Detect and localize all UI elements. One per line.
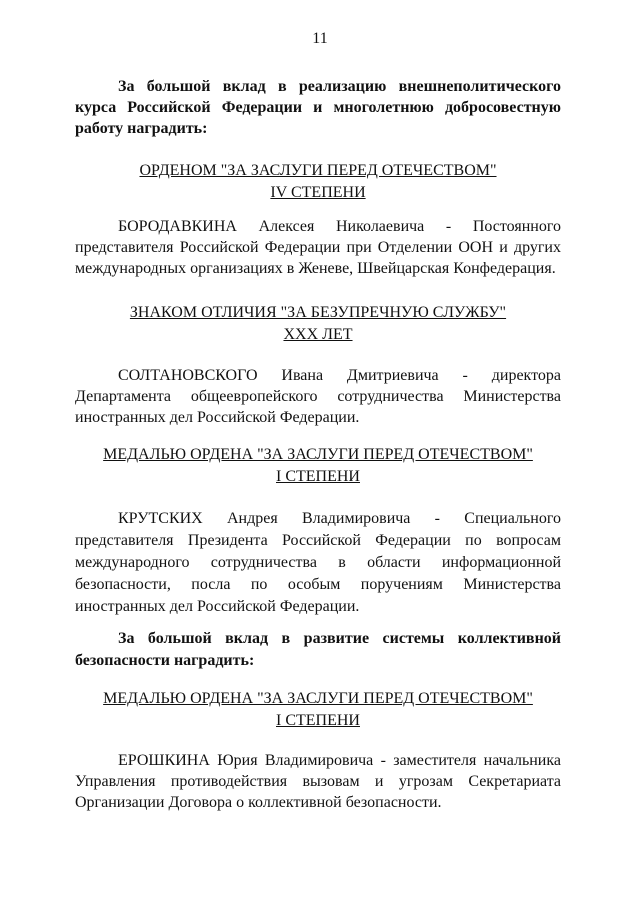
award-degree-line: XXX ЛЕТ — [283, 326, 353, 343]
award-title-badge-service-30 — [75, 302, 561, 346]
award-title-line: МЕДАЛЬЮ ОРДЕНА "ЗА ЗАСЛУГИ ПЕРЕД ОТЕЧЕСТВОМ" — [103, 446, 533, 463]
award-title-line: МЕДАЛЬЮ ОРДЕНА "ЗА ЗАСЛУГИ ПЕРЕД ОТЕЧЕСТВОМ" — [103, 690, 533, 707]
award-degree-line: I СТЕПЕНИ — [276, 468, 360, 485]
intro-paragraph-collective-security: За большой вклад в развитие системы коллективной безопасности наградить: — [75, 630, 561, 669]
award-title-medal-order-merit-1-second — [75, 688, 561, 732]
page-number: 11 — [312, 30, 328, 47]
award-title-order-merit-4 — [75, 160, 561, 204]
awardee-eroshkin: ЕРОШКИНА Юрия Владимировича - заместителя начальника Управления противодействия вызовам и угрозам Секретариата Организации Договора о коллективной безопасности. — [75, 752, 561, 811]
awardee-krutskikh: КРУТСКИХ Андрея Владимировича - Специального представителя Президента Российской Федерации по вопросам международного сотрудничества в области информационной безопасности, посла по особым поручениям Министерства иностранных дел Российской Федерации. — [75, 510, 561, 615]
awardee-soltanovsky: СОЛТАНОВСКОГО Ивана Дмитриевича - директора Департамента общеевропейского сотрудничества Министерства иностранных дел Российской Федерации. — [75, 367, 561, 426]
award-degree-line: I СТЕПЕНИ — [276, 712, 360, 729]
award-title-line: ЗНАКОМ ОТЛИЧИЯ "ЗА БЕЗУПРЕЧНУЮ СЛУЖБУ" — [129, 304, 507, 321]
award-title-medal-order-merit-1 — [75, 444, 561, 488]
award-degree-line: IV СТЕПЕНИ — [270, 184, 366, 201]
awardee-borodavkin: БОРОДАВКИНА Алексея Николаевича - Постоянного представителя Российской Федерации при Отделении ООН и других международных организациях в Женеве, Швейцарская Конфедерация. — [75, 218, 561, 277]
intro-paragraph-foreign-policy: За большой вклад в реализацию внешнеполитического курса Российской Федерации и многолетнюю добросовестную работу наградить: — [75, 78, 561, 137]
award-title-line: ОРДЕНОМ "ЗА ЗАСЛУГИ ПЕРЕД ОТЕЧЕСТВОМ" — [139, 162, 497, 179]
